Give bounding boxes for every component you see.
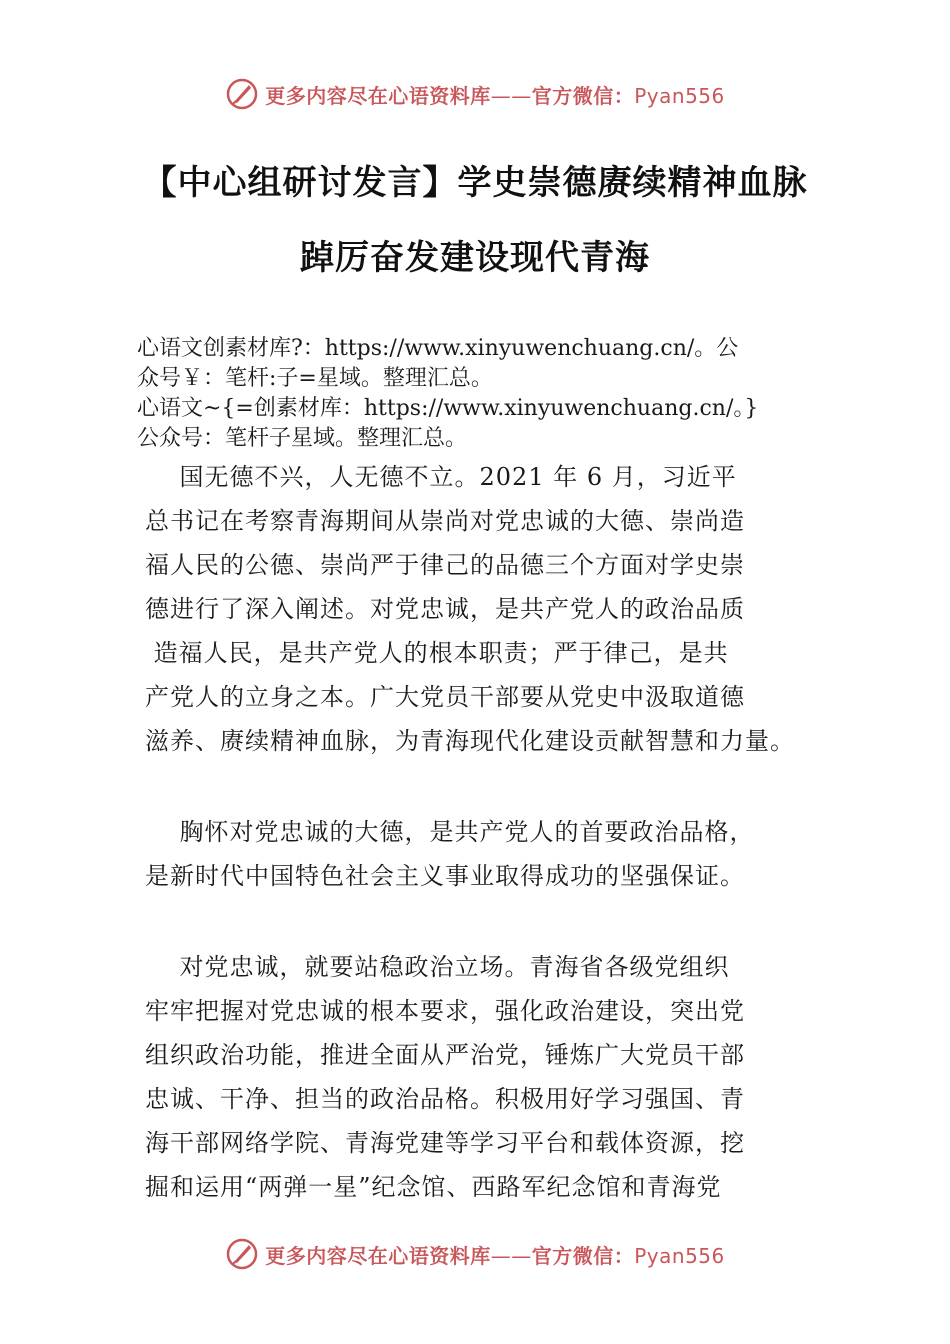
paragraph-line: 福人民的公德、崇尚严于律己的品德三个方面对学史崇 [145,551,745,579]
paragraph-1 [145,455,810,763]
footer-banner-text [265,1240,725,1269]
banner-slogan: 更多内容尽在心语资料库 [265,1243,491,1268]
quill-logo-icon [225,1237,259,1271]
paragraph-line: 掘和运用“两弹一星”纪念馆、西路军纪念馆和青海党 [145,1173,722,1201]
banner-dash: —— [490,83,532,108]
paragraph-line: 造福人民，是共产党人的根本职责；严于律己，是共 [145,639,729,667]
paragraph-line: 总书记在考察青海期间从崇尚对党忠诚的大德、崇尚造 [145,507,745,535]
paragraph-2 [145,810,810,898]
paragraph-line: 是新时代中国特色社会主义事业取得成功的坚强保证。 [145,862,745,890]
page-title-line-1: 【中心组研讨发言】学史崇德赓续精神血脉 [142,163,808,203]
paragraph-line: 德进行了深入阐述。对党忠诚，是共产党人的政治品质 [145,595,745,623]
quill-logo-icon [225,77,259,111]
banner-wechat-label: 官方微信： [531,83,635,108]
banner-handle: Pyan556 [634,1243,725,1268]
source-note-line: 心语文创素材库?：https://www.xinyuwenchuang.cn/。公 [137,336,739,361]
source-note-line: 公众号：笔杆子星域。整理汇总。 [137,426,468,451]
paragraph-line: 对党忠诚，就要站稳政治立场。青海省各级党组织 [145,953,730,981]
paragraph-line: 海干部网络学院、青海党建等学习平台和载体资源，挖 [145,1129,745,1157]
footer-banner [0,1232,950,1276]
page-title-line-2: 踔厉奋发建设现代青海 [300,238,650,278]
paragraph-line: 牢牢把握对党忠诚的根本要求，强化政治建设，突出党 [145,997,745,1025]
banner-slogan: 更多内容尽在心语资料库 [265,83,491,108]
header-banner-text [265,80,725,109]
paragraph-line: 胸怀对党忠诚的大德，是共产党人的首要政治品格， [145,818,755,846]
paragraph-3 [145,945,810,1209]
banner-dash: —— [490,1243,532,1268]
source-note-line: 众号￥：笔杆:子=星域。整理汇总。 [137,366,493,391]
paragraph-line: 产党人的立身之本。广大党员干部要从党史中汲取道德 [145,683,745,711]
paragraph-line: 国无德不兴，人无德不立。2021 年 6 月，习近平 [145,463,737,491]
paragraph-line: 滋养、赓续精神血脉，为青海现代化建设贡献智慧和力量。 [145,727,795,755]
banner-handle: Pyan556 [634,83,725,108]
source-notes [137,334,837,454]
banner-wechat-label: 官方微信： [531,1243,635,1268]
header-banner [0,72,950,116]
paragraph-line: 忠诚、干净、担当的政治品格。积极用好学习强国、青 [145,1085,745,1113]
paragraph-line: 组织政治功能，推进全面从严治党，锤炼广大党员干部 [145,1041,745,1069]
source-note-line: 心语文~{=创素材库：https://www.xinyuwenchuang.cn/。} [137,396,759,421]
